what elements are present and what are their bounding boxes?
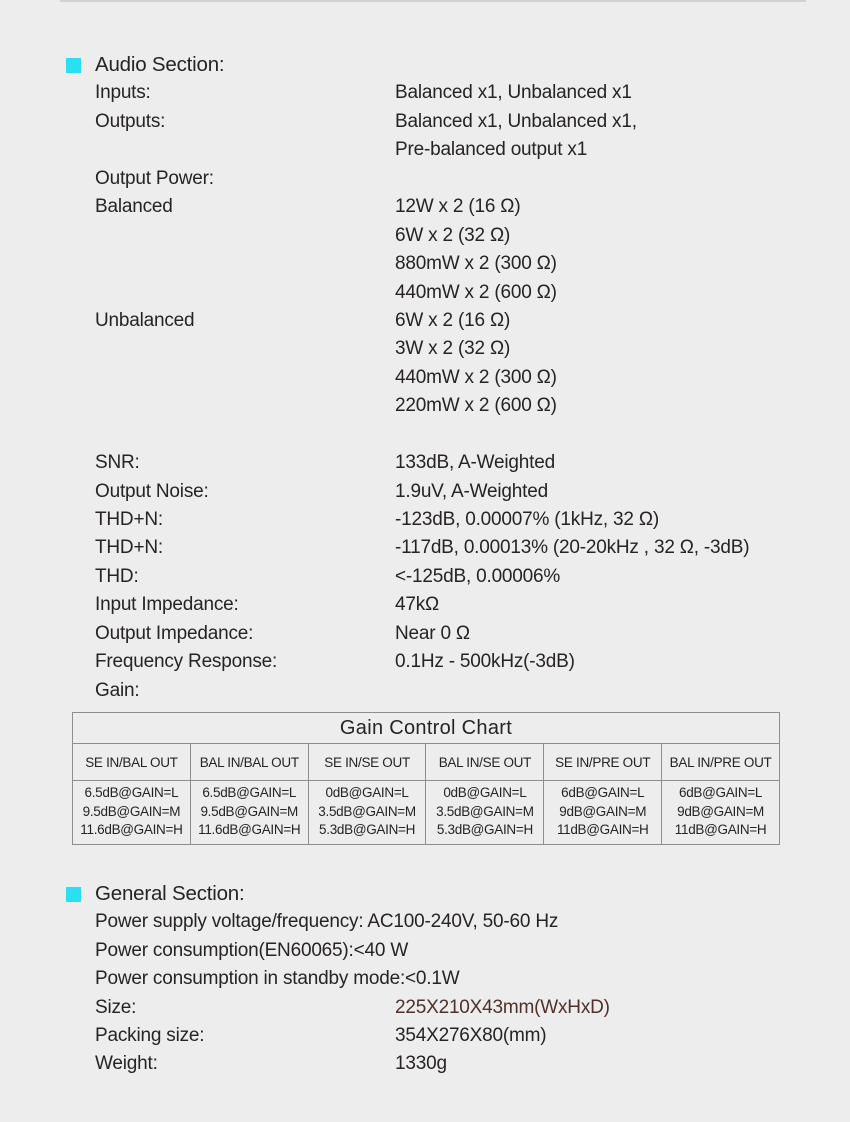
spec-label: Input Impedance: — [95, 594, 239, 616]
spec-label: Gain: — [95, 679, 140, 701]
spec-row — [95, 908, 850, 936]
gain-chart-data-line: 5.3dB@GAIN=H — [436, 822, 533, 838]
gain-chart-column-header: SE IN/PRE OUT — [544, 744, 662, 781]
spec-value: Pre-balanced output x1 — [395, 139, 588, 161]
spec-value — [395, 908, 850, 936]
spec-value: -123dB, 0.00007% (1kHz, 32 Ω) — [395, 509, 659, 530]
spec-label: Frequency Response: — [95, 651, 278, 673]
spec-label: Weight: — [95, 1053, 158, 1075]
spec-row — [95, 563, 850, 591]
spec-row — [95, 279, 850, 307]
gain-chart-data-line: 6dB@GAIN=L — [679, 785, 763, 801]
spec-label — [95, 279, 395, 307]
spec-row — [95, 136, 850, 164]
spec-value: 354X276X80(mm) — [395, 1025, 547, 1047]
spec-value: 1.9uV, A-Weighted — [395, 480, 548, 502]
gain-chart-data-cell — [544, 781, 662, 845]
spec-value: 47kΩ — [395, 594, 440, 616]
spec-row — [95, 620, 850, 648]
spec-row — [95, 591, 850, 619]
spec-label: Packing size: — [95, 1025, 205, 1047]
spec-value: 440mW x 2 (300 Ω) — [395, 366, 557, 388]
spec-row — [95, 534, 850, 562]
spec-row — [95, 250, 850, 278]
spec-value: <-125dB, 0.00006% — [395, 565, 561, 587]
spec-row — [95, 478, 850, 506]
spec-value: 133dB, A-Weighted — [395, 452, 555, 474]
gain-control-chart — [72, 712, 780, 845]
spec-row — [95, 1022, 850, 1050]
spec-value: 220mW x 2 (600 Ω) — [395, 395, 557, 417]
gain-chart-data-line: 9dB@GAIN=M — [559, 803, 647, 819]
gain-chart-data-line: 6.5dB@GAIN=L — [202, 785, 297, 801]
spec-label: Power consumption in standby mode:<0.1W — [95, 968, 460, 990]
gain-chart-data-line: 9.5dB@GAIN=M — [82, 803, 181, 819]
gain-chart-data-cell — [426, 781, 544, 845]
spec-row — [95, 222, 850, 250]
audio-section-header — [66, 51, 850, 79]
spec-value — [395, 965, 850, 993]
spec-label: Output Power: — [95, 167, 214, 189]
spec-row — [95, 364, 850, 392]
spec-value: 3W x 2 (32 Ω) — [395, 338, 511, 360]
gap — [0, 845, 850, 880]
gain-chart-header-row — [73, 744, 780, 781]
gain-chart-title: Gain Control Chart — [73, 713, 780, 744]
spec-label: THD+N: — [95, 537, 163, 559]
spec-value: 6W x 2 (32 Ω) — [395, 224, 511, 246]
gain-chart-data-line: 0dB@GAIN=L — [325, 785, 409, 801]
spec-row — [95, 392, 850, 420]
general-section-header — [66, 880, 850, 908]
spec-value: Balanced x1, Unbalanced x1, — [395, 110, 637, 132]
spec-row — [95, 307, 850, 335]
section-bullet-icon — [66, 887, 81, 902]
spec-label: SNR: — [95, 452, 140, 474]
spec-value: 0.1Hz - 500kHz(-3dB) — [395, 651, 575, 673]
gain-chart-column-header: BAL IN/BAL OUT — [190, 744, 308, 781]
spec-value: 440mW x 2 (600 Ω) — [395, 281, 557, 303]
gain-chart-data-row — [73, 781, 780, 845]
spec-value — [395, 937, 850, 965]
gap — [0, 705, 850, 708]
spec-row — [95, 648, 850, 676]
gain-chart-column-header: SE IN/BAL OUT — [73, 744, 191, 781]
spec-row — [95, 677, 850, 705]
spec-label — [95, 250, 395, 278]
spec-label: Inputs: — [95, 82, 151, 104]
gain-chart-data-line: 5.3dB@GAIN=H — [319, 822, 416, 838]
spec-value: -117dB, 0.00013% (20-20kHz , 32 Ω, -3dB) — [395, 537, 750, 559]
spec-label — [95, 222, 395, 250]
spec-value: 1330g — [395, 1053, 447, 1075]
audio-spec-rows — [95, 79, 850, 705]
gain-chart-data-line: 11.6dB@GAIN=H — [198, 822, 301, 838]
gain-chart-data-cell — [662, 781, 780, 845]
spec-label: Unbalanced — [95, 309, 195, 331]
spec-row — [95, 165, 850, 193]
gain-chart-column-header: BAL IN/PRE OUT — [662, 744, 780, 781]
spec-spacer-row — [95, 421, 850, 449]
gain-chart-column-header: BAL IN/SE OUT — [426, 744, 544, 781]
spec-row — [95, 108, 850, 136]
spec-label — [95, 335, 395, 363]
spec-value: 880mW x 2 (300 Ω) — [395, 253, 557, 275]
gain-chart-data-line: 11dB@GAIN=H — [556, 822, 649, 838]
audio-section-title: Audio Section: — [95, 53, 225, 77]
gain-chart-data-line: 11dB@GAIN=H — [674, 822, 767, 838]
spec-value: Near 0 Ω — [395, 622, 470, 644]
gain-chart-data-line: 9dB@GAIN=M — [677, 803, 764, 819]
gain-chart-data-line: 3.5dB@GAIN=M — [318, 803, 416, 819]
spec-value: 225X210X43mm(WxHxD) — [395, 996, 610, 1018]
spec-label: Balanced — [95, 196, 173, 218]
spec-label — [95, 136, 395, 164]
spec-row — [95, 79, 850, 107]
spec-value: 12W x 2 (16 Ω) — [395, 196, 521, 218]
gain-chart-title-row — [73, 713, 780, 744]
spec-label — [95, 392, 395, 420]
gain-chart-data-line: 9.5dB@GAIN=M — [200, 803, 298, 819]
spec-row — [95, 335, 850, 363]
gain-chart-data-line: 3.5dB@GAIN=M — [436, 803, 534, 819]
spec-value — [395, 677, 850, 705]
general-section-title: General Section: — [95, 882, 245, 906]
spec-row — [95, 965, 850, 993]
spec-label: Power supply voltage/frequency: AC100-240V, 50-60 Hz — [95, 911, 559, 933]
gain-chart-data-cell — [190, 781, 308, 845]
spec-row — [95, 937, 850, 965]
spec-label: Output Impedance: — [95, 622, 254, 644]
spec-label: Size: — [95, 996, 137, 1018]
spec-label: THD: — [95, 565, 139, 587]
spec-label: Output Noise: — [95, 480, 209, 502]
gain-chart-column-header: SE IN/SE OUT — [308, 744, 426, 781]
spec-row — [95, 1050, 850, 1078]
general-spec-rows — [95, 908, 850, 1079]
gain-chart-data-line: 6dB@GAIN=L — [561, 785, 645, 801]
spec-label: Power consumption(EN60065):<40 W — [95, 939, 409, 961]
gain-chart-data-cell — [73, 781, 191, 845]
section-bullet-icon — [66, 58, 81, 73]
spec-label: THD+N: — [95, 509, 163, 530]
top-divider-line — [60, 0, 806, 2]
spec-row — [95, 449, 850, 477]
spec-label — [95, 364, 395, 392]
gain-chart-data-line: 11.6dB@GAIN=H — [80, 822, 183, 838]
spec-label: Outputs: — [95, 110, 166, 132]
spec-value — [395, 165, 850, 193]
gain-chart-data-line: 0dB@GAIN=L — [443, 785, 527, 801]
spec-value: Balanced x1, Unbalanced x1 — [395, 82, 632, 104]
spec-row — [95, 994, 850, 1022]
spec-row — [95, 193, 850, 221]
spec-row — [95, 506, 850, 534]
gain-chart-data-cell — [308, 781, 426, 845]
spec-value: 6W x 2 (16 Ω) — [395, 309, 511, 331]
gain-chart-data-line: 6.5dB@GAIN=L — [84, 785, 179, 801]
